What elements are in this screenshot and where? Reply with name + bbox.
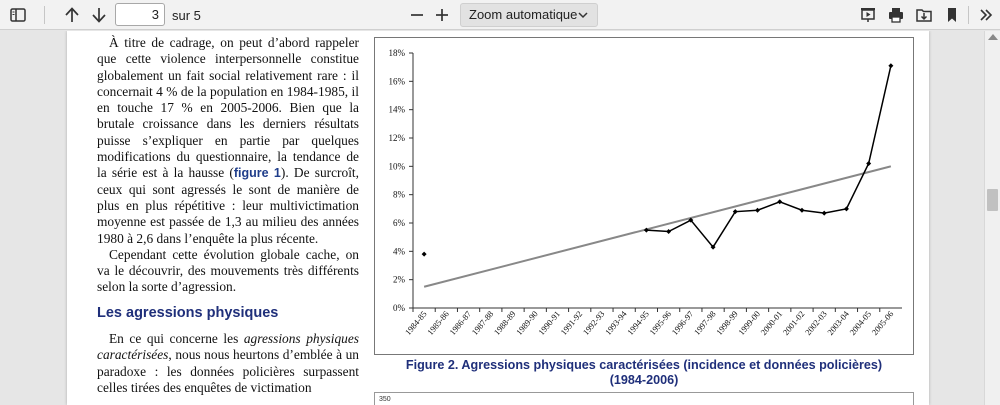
y-tick-label: 6% <box>393 218 405 228</box>
x-tick-label: 1986-87 <box>447 308 474 337</box>
x-tick-label: 2005-06 <box>869 308 896 337</box>
pdf-page <box>67 31 929 405</box>
more-tools-icon[interactable] <box>974 3 998 27</box>
x-tick-label: 1992-93 <box>580 308 607 337</box>
incidence-data-point <box>422 252 427 257</box>
y-tick-label: 0% <box>393 303 405 313</box>
incidence-data-point <box>799 208 804 213</box>
section-heading: Les agressions physiques <box>97 304 279 321</box>
print-icon[interactable] <box>884 3 908 27</box>
y-tick-label: 10% <box>388 161 405 172</box>
x-tick-label: 2004-05 <box>847 308 874 337</box>
scroll-up-arrow-icon[interactable] <box>988 34 998 40</box>
x-tick-label: 1990-91 <box>536 308 563 337</box>
paragraph-1 <box>97 35 359 247</box>
paragraph-1-text-a: À titre de cadrage, on peut d’abord rappeler que cette violence interpersonnelle constitue globalement un fait social relativement rare : il concernait 4 % de la population en 1984-1985, il en touche 17 % en 2005-2006. Bien que la brutale croissance dans les derniers résultats puisse s’expliquer en partie par quelques modifications du questionnaire, la tendance de la série est à la hausse ( <box>97 35 359 181</box>
paragraph-2: Cependant cette évolution globale cache, on va le découvrir, des mouvements très différents selon la sorte d’agression. <box>97 246 359 295</box>
incidence-data-point <box>844 206 849 211</box>
chart-svg <box>375 38 913 354</box>
next-page-icon[interactable] <box>87 3 111 27</box>
paragraph-3-text-a: En ce qui concerne les <box>109 331 244 347</box>
x-tick-label: 1984-85 <box>402 308 429 337</box>
x-tick-label: 1993-94 <box>602 308 629 337</box>
x-tick-label: 2000-01 <box>758 308 785 337</box>
y-tick-label: 2% <box>393 274 405 285</box>
paragraph-3 <box>97 331 359 396</box>
y-tick-label: 18% <box>388 48 405 58</box>
zoom-select[interactable] <box>460 3 598 27</box>
y-tick-label: 12% <box>388 133 405 143</box>
figure-caption-line-2: (1984-2006) <box>609 373 679 387</box>
zoom-in-icon[interactable] <box>430 3 454 27</box>
x-tick-label: 1988-89 <box>491 308 518 337</box>
incidence-data-point <box>777 199 782 204</box>
bookmark-icon[interactable] <box>940 3 964 27</box>
previous-page-icon[interactable] <box>60 3 84 27</box>
y-tick-label: 16% <box>388 76 405 87</box>
incidence-data-point <box>888 63 893 68</box>
incidence-data-point <box>866 161 871 166</box>
x-tick-label: 1998-99 <box>713 308 740 337</box>
figure-2-caption <box>374 358 914 388</box>
x-tick-label: 1995-96 <box>647 308 674 337</box>
zoom-out-icon[interactable] <box>405 3 429 27</box>
figure-2-y-label: 350 <box>379 396 391 403</box>
figure-1-link[interactable]: figure 1 <box>233 166 281 181</box>
x-tick-label: 1989-90 <box>513 308 540 337</box>
x-tick-label: 1996-97 <box>669 308 696 337</box>
x-tick-label: 1985-86 <box>424 308 451 337</box>
zoom-select-value: Zoom automatique <box>469 7 578 22</box>
x-tick-label: 1997-98 <box>691 308 718 337</box>
sidebar-toggle-icon[interactable] <box>6 3 30 27</box>
x-tick-label: 1994-95 <box>625 308 651 337</box>
y-tick-label: 14% <box>388 104 405 115</box>
trend-line <box>424 166 891 286</box>
x-tick-label: 2002-03 <box>802 308 829 337</box>
page-total-label: sur 5 <box>172 8 201 23</box>
x-tick-label: 2003-04 <box>825 308 851 337</box>
figure-1-chart <box>374 37 914 355</box>
paragraph-3-italic: agressions physiques caractérisées <box>97 331 359 363</box>
paragraph-1-text-b: ). De surcroît, ceux qui sont agressés le sont de manière de plus en plus répétitive : leur multivictimation moyenne est passée de 1,3 au milieu des années 1980 à 2,6 dans l’enquête la plus récente. <box>97 165 359 246</box>
figure-2-chart <box>374 392 914 405</box>
x-tick-label: 1999-00 <box>736 308 763 337</box>
incidence-data-point <box>822 211 827 216</box>
text-column <box>97 35 359 396</box>
y-tick-label: 4% <box>393 246 405 257</box>
toolbar-separator <box>968 6 969 24</box>
x-tick-label: 1987-88 <box>469 308 496 337</box>
page-number-input[interactable]: 3 <box>115 3 165 26</box>
y-tick-label: 8% <box>393 189 405 200</box>
figure-caption-line-1: Figure 2. Agressions physiques caractérisées (incidence et données policières) <box>405 358 883 372</box>
save-download-icon[interactable] <box>912 3 936 27</box>
x-tick-label: 1991-92 <box>558 308 585 337</box>
vertical-scrollbar[interactable] <box>984 31 1000 405</box>
paragraph-3-text-b: , nous nous heurtons d’emblée à un paradoxe : les données policières surpassent celles tirées des enquêtes de victimation <box>97 347 359 395</box>
scrollbar-thumb[interactable] <box>987 189 998 211</box>
incidence-data-point <box>666 229 671 234</box>
toolbar-separator <box>44 6 45 24</box>
incidence-data-point <box>755 208 760 213</box>
presentation-mode-icon[interactable] <box>856 3 880 27</box>
chevron-down-icon <box>577 7 589 29</box>
x-tick-label: 2001-02 <box>780 308 807 337</box>
pdf-toolbar <box>0 0 1000 30</box>
document-viewer[interactable] <box>0 31 984 405</box>
